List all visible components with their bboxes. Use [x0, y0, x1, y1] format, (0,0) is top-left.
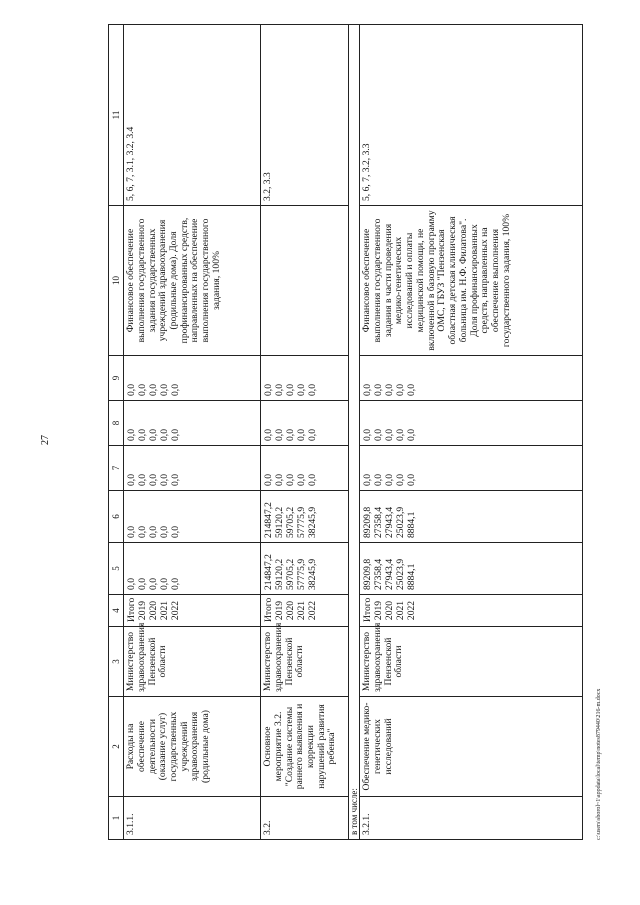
- amount-value: 0,0: [148, 429, 160, 441]
- years-cell: [261, 595, 349, 627]
- year-label: 2022: [170, 600, 182, 621]
- amount-other-cell: [124, 356, 261, 401]
- table-row: [261, 25, 349, 840]
- year-label: 2021: [395, 600, 407, 621]
- header-row: [109, 25, 124, 840]
- amount-value: 0,0: [159, 474, 171, 486]
- year-label: 2019: [274, 600, 286, 621]
- activity-name: Основное мероприятие 3.2. "Создание системы раннего выявления и коррекции нарушений развития ребенка": [261, 697, 349, 797]
- amount-value: 0,0: [159, 384, 171, 396]
- amount-value: 0,0: [373, 474, 385, 486]
- amount-value: 59705,2: [285, 506, 297, 538]
- amount-value: 0,0: [406, 429, 418, 441]
- amount-value: 214847,2: [263, 502, 275, 538]
- file-path-footer: c:\users\sborol~1\appdata\local\temp\notes879440\216-m.docx: [596, 688, 602, 840]
- amount-value: 0,0: [137, 526, 149, 538]
- amount-value: 0,0: [148, 474, 160, 486]
- amount-value: 0,0: [384, 384, 396, 396]
- row-number: 3.2.: [261, 797, 349, 840]
- amount-value: 89209,8: [362, 558, 374, 590]
- col-header: 3: [109, 627, 124, 697]
- executor: Министерство здравоохранения Пензенской области: [261, 627, 349, 697]
- col-header: 11: [109, 25, 124, 206]
- amount-value: 89209,8: [362, 506, 374, 538]
- col-header: 8: [109, 401, 124, 446]
- amount-value: 0,0: [274, 474, 286, 486]
- col-header: 1: [109, 797, 124, 840]
- amount-value: 0,0: [170, 526, 182, 538]
- amount-value: 8884,1: [406, 511, 418, 538]
- amount-value: 0,0: [170, 429, 182, 441]
- amount-regional-cell: [261, 491, 349, 543]
- amount-value: 0,0: [362, 429, 374, 441]
- amount-local-cell: [261, 401, 349, 446]
- year-label: 2021: [159, 600, 171, 621]
- amount-total-cell: [360, 543, 583, 595]
- activity-name: Расходы на обеспечение деятельности (оказание услуг) государственных учреждений здравоохранения (родильные дома): [124, 697, 261, 797]
- amount-total-cell: [261, 543, 349, 595]
- amount-other-cell: [360, 356, 583, 401]
- amount-value: 59705,2: [285, 558, 297, 590]
- year-label: 2019: [373, 600, 385, 621]
- amount-value: 0,0: [263, 429, 275, 441]
- col-header: 4: [109, 595, 124, 627]
- amount-value: 0,0: [148, 384, 160, 396]
- amount-value: 8884,1: [406, 563, 418, 590]
- amount-value: 0,0: [148, 526, 160, 538]
- amount-federal-cell: [360, 446, 583, 491]
- amount-total-cell: [124, 543, 261, 595]
- amount-value: 0,0: [285, 474, 297, 486]
- amount-value: 57775,9: [296, 506, 308, 538]
- row-number: 3.1.1.: [124, 797, 261, 840]
- amount-value: 59120,2: [274, 506, 286, 538]
- table-row: [124, 25, 261, 840]
- amount-value: 0,0: [137, 474, 149, 486]
- amount-value: 0,0: [296, 384, 308, 396]
- amount-value: 0,0: [170, 384, 182, 396]
- amount-value: 0,0: [159, 526, 171, 538]
- col-header: 9: [109, 356, 124, 401]
- amount-value: 0,0: [406, 384, 418, 396]
- col-header: 6: [109, 491, 124, 543]
- amount-value: 0,0: [285, 429, 297, 441]
- amount-value: 0,0: [307, 474, 319, 486]
- year-label: 2020: [285, 600, 297, 621]
- amount-value: 0,0: [395, 384, 407, 396]
- amount-federal-cell: [124, 446, 261, 491]
- amount-value: 57775,9: [296, 558, 308, 590]
- amount-value: 0,0: [159, 429, 171, 441]
- amount-federal-cell: [261, 446, 349, 491]
- amount-value: 38245,9: [307, 506, 319, 538]
- amount-regional-cell: [124, 491, 261, 543]
- amount-value: 0,0: [296, 429, 308, 441]
- year-label: 2022: [406, 600, 418, 621]
- col-header: 2: [109, 697, 124, 797]
- amount-value: 0,0: [285, 384, 297, 396]
- amount-value: 0,0: [296, 474, 308, 486]
- amount-other-cell: [261, 356, 349, 401]
- activity-name: Обеспечение медико-генетических исследований: [360, 697, 583, 797]
- amount-value: 0,0: [307, 429, 319, 441]
- amount-value: 0,0: [159, 578, 171, 590]
- amount-value: 0,0: [395, 429, 407, 441]
- amount-value: 0,0: [384, 474, 396, 486]
- amount-value: 38245,9: [307, 558, 319, 590]
- amount-value: 0,0: [148, 578, 160, 590]
- year-label: Итого: [126, 597, 138, 622]
- expected-result: [261, 206, 349, 356]
- amount-value: 0,0: [362, 384, 374, 396]
- amount-value: 0,0: [373, 429, 385, 441]
- amount-value: 0,0: [373, 384, 385, 396]
- amount-value: 0,0: [170, 474, 182, 486]
- amount-value: 0,0: [274, 429, 286, 441]
- amount-value: 25023,9: [395, 558, 407, 590]
- rotated-page: [108, 25, 583, 840]
- amount-value: 27943,4: [384, 506, 396, 538]
- amount-value: 0,0: [263, 474, 275, 486]
- col-header: 10: [109, 206, 124, 356]
- amount-value: 27358,4: [373, 558, 385, 590]
- amount-value: 0,0: [126, 384, 138, 396]
- amount-value: 0,0: [137, 578, 149, 590]
- program-table: [108, 24, 583, 840]
- col-header: 5: [109, 543, 124, 595]
- executor: Министерство здравоохранения Пензенской области: [124, 627, 261, 697]
- expected-result: Финансовое обеспечение выполнения государственного задания в части проведения медико-генетических исследований и оплаты медицинской помощи, не включенной в базовую программу ОМС, ГБУЗ "Пензенская областная детская клиническая больница им. Н.Ф. Филатова". Доля профинансированных средств, направленных на обеспечение выполнения государственного задания, 100%: [360, 206, 583, 356]
- amount-value: 0,0: [137, 429, 149, 441]
- amount-value: 0,0: [406, 474, 418, 486]
- amount-value: 0,0: [137, 384, 149, 396]
- amount-value: 0,0: [395, 474, 407, 486]
- amount-value: 0,0: [274, 384, 286, 396]
- amount-value: 0,0: [362, 474, 374, 486]
- year-label: 2019: [137, 600, 149, 621]
- year-label: Итого: [263, 597, 275, 622]
- indicator-links: 5, 6, 7, 3.1, 3.2, 3.4: [124, 25, 261, 206]
- year-label: 2020: [384, 600, 396, 621]
- executor: Министерство здравоохранения Пензенской области: [360, 627, 583, 697]
- years-cell: [360, 595, 583, 627]
- year-label: Итого: [362, 597, 374, 622]
- year-label: 2022: [307, 600, 319, 621]
- year-label: 2021: [296, 600, 308, 621]
- in-that-label: в том числе:: [349, 25, 360, 840]
- expected-result: Финансовое обеспечение выполнения государственного задания государственных учреждений здравоохранения (родильные дома). Доля профинансированных средств, направленных на обеспечение выполнения государственного задания, 100%: [124, 206, 261, 356]
- in-that-row: [349, 25, 360, 840]
- amount-local-cell: [360, 401, 583, 446]
- amount-value: 214847,2: [263, 554, 275, 590]
- amount-value: 0,0: [170, 578, 182, 590]
- col-header: 7: [109, 446, 124, 491]
- amount-regional-cell: [360, 491, 583, 543]
- amount-value: 0,0: [126, 429, 138, 441]
- table-row: [360, 25, 583, 840]
- amount-value: 59120,2: [274, 558, 286, 590]
- row-number: 3.2.1.: [360, 797, 583, 840]
- amount-value: 27358,4: [373, 506, 385, 538]
- indicator-links: 3.2, 3.3: [261, 25, 349, 206]
- indicator-links: 5, 6, 7, 3.2, 3.3: [360, 25, 583, 206]
- amount-value: 25023,9: [395, 506, 407, 538]
- amount-local-cell: [124, 401, 261, 446]
- page-number: 27: [40, 435, 51, 445]
- year-label: 2020: [148, 600, 160, 621]
- amount-value: 0,0: [126, 526, 138, 538]
- amount-value: 0,0: [263, 384, 275, 396]
- years-cell: [124, 595, 261, 627]
- amount-value: 0,0: [126, 578, 138, 590]
- amount-value: 0,0: [126, 474, 138, 486]
- amount-value: 27943,4: [384, 558, 396, 590]
- amount-value: 0,0: [307, 384, 319, 396]
- amount-value: 0,0: [384, 429, 396, 441]
